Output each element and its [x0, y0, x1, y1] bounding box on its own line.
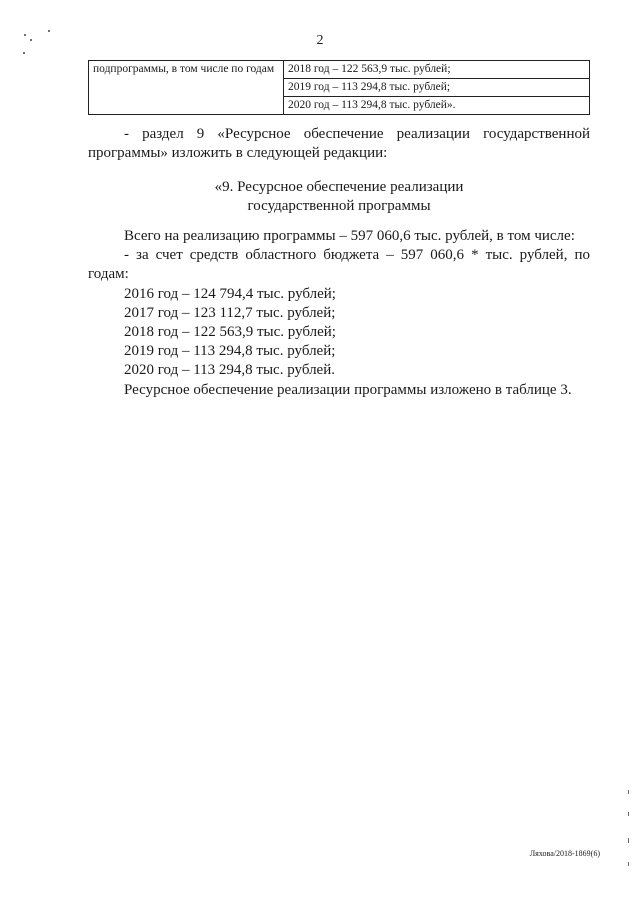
- budget-table: [88, 60, 590, 115]
- scan-mark: [628, 790, 629, 794]
- table-cell-label: подпрограммы, в том числе по годам: [89, 61, 284, 115]
- regional-budget-line: - за счет средств областного бюджета – 597 060,6 * тыс. рублей, по годам:: [88, 247, 590, 283]
- scan-speck: [23, 52, 25, 54]
- year-line: 2018 год – 122 563,9 тыс. рублей;: [124, 324, 336, 341]
- scan-mark: [628, 812, 629, 816]
- table-cell-values: [284, 61, 590, 115]
- table-value-line: 2020 год – 113 294,8 тыс. рублей».: [288, 99, 456, 111]
- total-line: Всего на реализацию программы – 597 060,6 тыс. рублей, в том числе:: [124, 228, 575, 244]
- table-row: [89, 61, 590, 115]
- body-text: [88, 227, 590, 400]
- year-line: 2016 год – 124 794,4 тыс. рублей;: [124, 285, 336, 302]
- section-heading-line: государственной программы: [247, 198, 431, 214]
- year-line: 2019 год – 113 294,8 тыс. рублей;: [124, 343, 336, 360]
- section-heading-line: «9. Ресурсное обеспечение реализации: [214, 179, 464, 195]
- year-line: 2017 год – 123 112,7 тыс. рублей;: [124, 304, 336, 321]
- scan-mark: [628, 838, 629, 843]
- scan-mark: [628, 862, 629, 866]
- table-value-line: 2019 год – 113 294,8 тыс. рублей;: [284, 79, 589, 97]
- scan-speck: [48, 30, 50, 32]
- footer-code: Ляхова/2018-1869(6): [529, 849, 600, 858]
- closing-line: Ресурсное обеспечение реализации программы изложено в таблице 3.: [124, 381, 572, 398]
- year-line: 2020 год – 113 294,8 тыс. рублей.: [124, 362, 335, 379]
- instruction-paragraph: - раздел 9 «Ресурсное обеспечение реализации государственной программы» изложить в следующей редакции:: [88, 126, 590, 161]
- table-value-line: 2018 год – 122 563,9 тыс. рублей;: [284, 61, 589, 79]
- section-heading: [88, 178, 590, 216]
- page-number: 2: [316, 33, 324, 48]
